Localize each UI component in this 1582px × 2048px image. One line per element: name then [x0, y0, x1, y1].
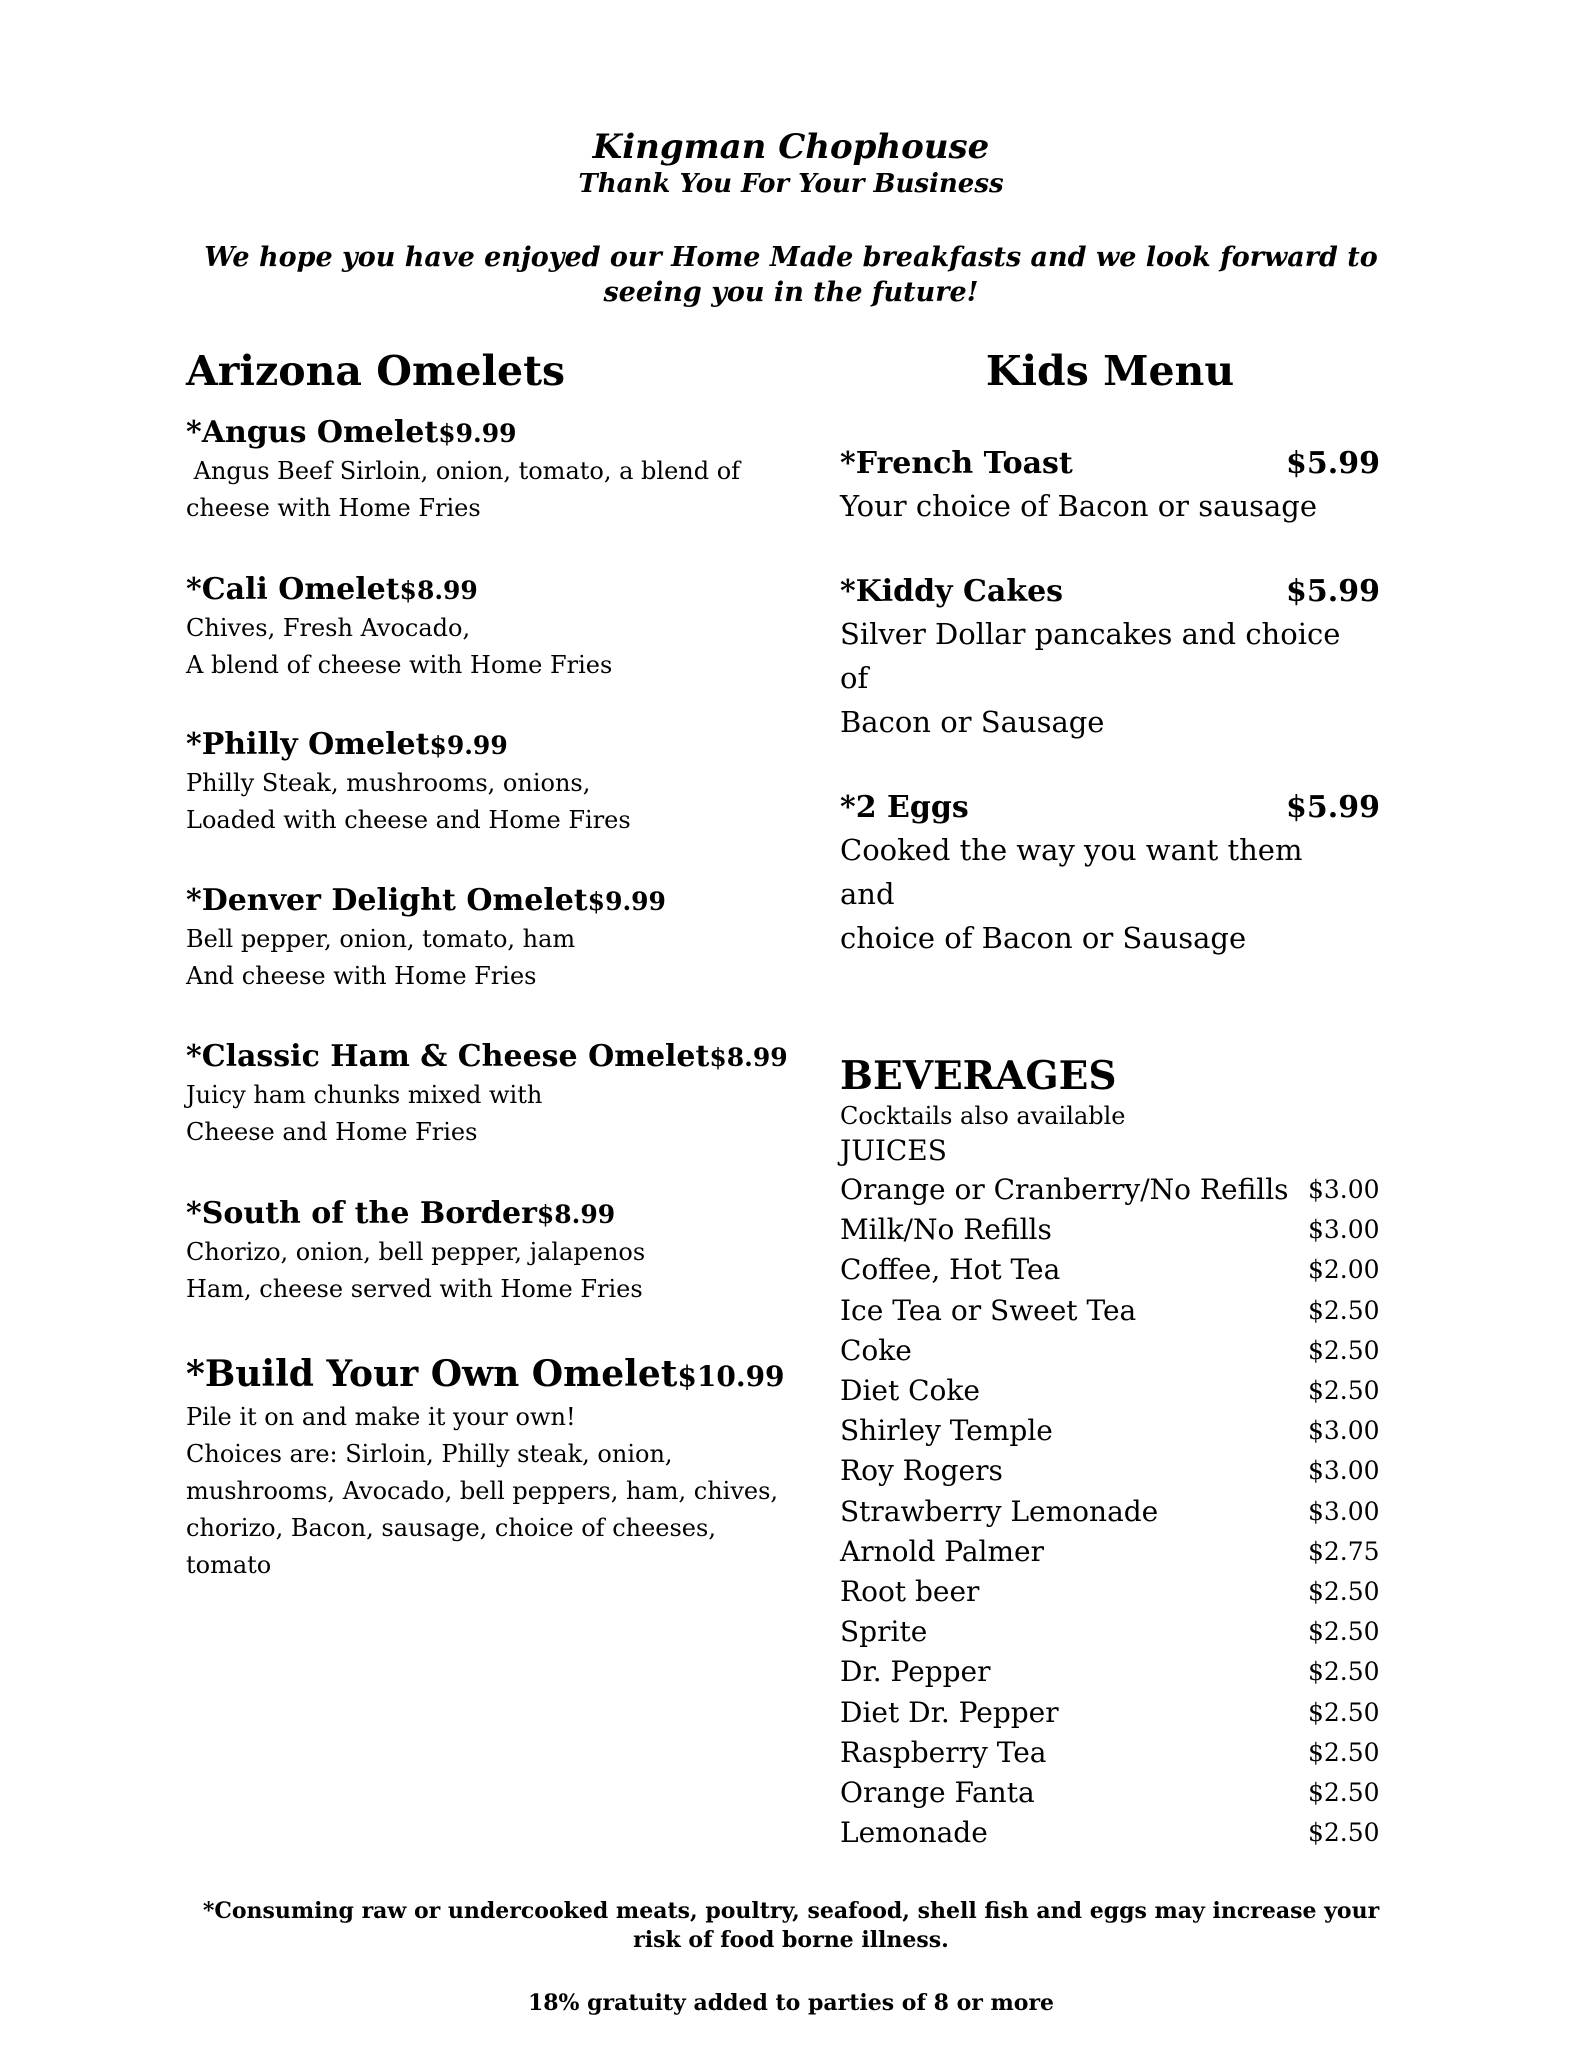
beverage-price: $3.00	[1308, 1175, 1380, 1204]
beverage-price: $2.50	[1308, 1657, 1380, 1687]
kids-item-description-line: Bacon or Sausage	[840, 705, 1105, 739]
kids-item-title-row	[840, 788, 1380, 828]
kids-menu-item	[840, 444, 1380, 528]
kids-item-name: *Kiddy Cakes	[840, 574, 1064, 609]
kids-item-name: *French Toast	[840, 446, 1073, 481]
beverage-row	[840, 1652, 1380, 1692]
omelet-title	[186, 414, 746, 453]
omelet-price: $9.99	[438, 419, 517, 448]
beverage-name: Strawberry Lemonade	[840, 1494, 1159, 1528]
beverage-name: Lemonade	[840, 1816, 988, 1850]
omelet-description-line: Pile it on and make it your own!	[186, 1403, 576, 1431]
beverage-name: Coffee, Hot Tea	[840, 1253, 1061, 1287]
beverage-name: Dr. Pepper	[840, 1655, 991, 1689]
omelet-description-line: Chives, Fresh Avocado,	[186, 614, 471, 642]
cocktails-note: Cocktails also available	[840, 1102, 1126, 1130]
kids-item-description-line: Silver Dollar pancakes and choice of	[840, 617, 1341, 695]
beverage-price: $2.75	[1308, 1536, 1380, 1566]
beverage-price: $2.50	[1308, 1697, 1380, 1727]
beverage-price: $2.50	[1308, 1577, 1380, 1607]
omelets-section	[186, 346, 788, 1584]
beverage-price: $2.50	[1308, 1737, 1380, 1767]
food-safety-warning: *Consuming raw or undercooked meats, poultry, seafood, shell fish and eggs may increase your risk of food borne illness.	[202, 1898, 1380, 1953]
omelet-description-line: And cheese with Home Fries	[186, 962, 537, 990]
omelet-item	[186, 1038, 788, 1151]
omelet-description-line: chorizo, Bacon, sausage, choice of cheeses,	[186, 1514, 716, 1542]
beverage-name: Sprite	[840, 1615, 928, 1649]
beverage-name: Raspberry Tea	[840, 1735, 1047, 1769]
beverage-price: $2.00	[1308, 1255, 1380, 1285]
beverages-title: BEVERAGES	[840, 1053, 1117, 1099]
beverage-price: $2.50	[1308, 1778, 1380, 1808]
omelet-title	[186, 1352, 785, 1399]
beverage-row	[840, 1371, 1380, 1411]
beverage-price: $2.50	[1308, 1617, 1380, 1647]
beverage-row	[840, 1813, 1380, 1853]
omelet-description-line: Ham, cheese served with Home Fries	[186, 1275, 643, 1303]
beverage-row	[840, 1250, 1380, 1290]
omelet-title	[186, 726, 746, 765]
gratuity-note: 18% gratuity added to parties of 8 or more	[527, 1990, 1055, 2016]
omelet-description-line: Loaded with cheese and Home Fires	[186, 806, 631, 834]
beverage-row	[840, 1733, 1380, 1773]
menu-header	[0, 126, 1582, 200]
omelet-description-line: Juicy ham chunks mixed with	[186, 1081, 543, 1109]
beverage-name: Shirley Temple	[840, 1414, 1053, 1448]
omelet-item	[186, 882, 746, 995]
beverage-name: Orange Fanta	[840, 1776, 1035, 1810]
beverage-name: Roy Rogers	[840, 1454, 1003, 1488]
omelet-title	[186, 1195, 746, 1234]
omelet-name: *Denver Delight Omelet	[186, 883, 588, 918]
welcome-message: We hope you have enjoyed our Home Made breakfasts and we look forward to seeing you in the future!	[204, 242, 1378, 308]
beverage-name: Arnold Palmer	[840, 1534, 1045, 1568]
omelet-item	[186, 726, 746, 839]
omelet-name: *South of the Border	[186, 1196, 537, 1231]
beverage-name: Diet Coke	[840, 1374, 980, 1408]
omelet-description-line: mushrooms, Avocado, bell peppers, ham, chives,	[186, 1477, 779, 1505]
beverage-name: Diet Dr. Pepper	[840, 1695, 1059, 1729]
omelet-price: $8.99	[709, 1043, 788, 1072]
omelet-item	[186, 1195, 746, 1308]
beverage-row	[840, 1693, 1380, 1733]
omelet-price: $8.99	[536, 1200, 616, 1229]
kids-menu-item	[840, 572, 1380, 744]
omelet-title	[186, 571, 746, 610]
beverage-price: $2.50	[1308, 1295, 1380, 1325]
kids-item-title-row	[840, 444, 1380, 484]
beverage-row	[840, 1210, 1380, 1250]
beverage-row	[840, 1411, 1380, 1451]
beverage-price: $3.00	[1308, 1456, 1380, 1486]
omelet-price: $10.99	[677, 1360, 785, 1393]
omelet-title	[186, 1038, 788, 1077]
beverages-section	[840, 1052, 1380, 1853]
omelet-price: $8.99	[399, 576, 478, 605]
omelet-name: *Classic Ham & Cheese Omelet	[186, 1039, 710, 1074]
kids-item-title-row	[840, 572, 1380, 612]
omelet-description-line: Chorizo, onion, bell pepper, jalapenos	[186, 1238, 646, 1266]
beverage-row	[840, 1572, 1380, 1612]
omelet-title	[186, 882, 746, 921]
kids-item-description-line: choice of Bacon or Sausage	[840, 921, 1247, 955]
beverage-row	[840, 1170, 1380, 1210]
beverage-price: $2.50	[1308, 1376, 1380, 1406]
beverage-name: Orange or Cranberry/No Refills	[840, 1173, 1289, 1206]
omelet-name: *Build Your Own Omelet	[186, 1353, 678, 1395]
beverage-price: $2.50	[1308, 1335, 1380, 1365]
omelet-name: *Philly Omelet	[186, 727, 430, 762]
omelet-description-line: Angus Beef Sirloin, onion, tomato, a blend of	[186, 457, 741, 485]
omelet-description-line: tomato	[186, 1551, 272, 1579]
omelet-name: *Angus Omelet	[186, 415, 439, 450]
beverage-name: Coke	[840, 1333, 912, 1367]
kids-item-name: *2 Eggs	[840, 790, 969, 825]
omelet-description-line: Bell pepper, onion, tomato, ham	[186, 925, 576, 953]
restaurant-name: Kingman Chophouse	[592, 127, 990, 167]
beverage-row	[840, 1532, 1380, 1572]
omelet-description-line: Cheese and Home Fries	[186, 1118, 478, 1146]
beverage-row	[840, 1612, 1380, 1652]
omelet-name: *Cali Omelet	[186, 572, 400, 607]
beverage-list	[840, 1170, 1380, 1853]
beverage-row	[840, 1451, 1380, 1491]
omelets-title: Arizona Omelets	[186, 347, 566, 395]
beverage-name: Milk/No Refills	[840, 1213, 1052, 1247]
kids-menu-title: Kids Menu	[985, 347, 1235, 395]
juices-label: JUICES	[840, 1134, 947, 1167]
beverage-row	[840, 1492, 1380, 1532]
omelet-description-line: Choices are: Sirloin, Philly steak, onion,	[186, 1440, 673, 1468]
right-column	[840, 346, 1380, 1853]
kids-list	[840, 444, 1380, 960]
beverage-name: Root beer	[840, 1575, 980, 1609]
kids-item-description-line: Your choice of Bacon or sausage	[840, 489, 1318, 523]
beverage-price: $3.00	[1308, 1215, 1380, 1245]
omelet-description-line: Philly Steak, mushrooms, onions,	[186, 769, 591, 797]
beverage-price: $3.00	[1308, 1416, 1380, 1446]
beverage-price: $3.00	[1308, 1496, 1380, 1526]
omelet-price: $9.99	[587, 887, 666, 916]
kids-menu-item	[840, 788, 1380, 960]
omelet-item	[186, 571, 746, 684]
omelet-item	[186, 414, 746, 527]
beverage-price: $2.50	[1308, 1818, 1380, 1848]
omelet-price: $9.99	[429, 731, 508, 760]
kids-item-price: $5.99	[1286, 790, 1380, 825]
kids-item-price: $5.99	[1286, 574, 1380, 609]
beverage-row	[840, 1291, 1380, 1331]
omelet-description-line: cheese with Home Fries	[186, 494, 481, 522]
omelet-list	[186, 414, 788, 1584]
beverage-row	[840, 1331, 1380, 1371]
kids-item-price: $5.99	[1286, 446, 1380, 481]
kids-item-description-line: Cooked the way you want them and	[840, 833, 1303, 911]
omelet-item	[186, 1352, 785, 1584]
beverage-name: Ice Tea or Sweet Tea	[840, 1293, 1137, 1327]
beverage-row	[840, 1773, 1380, 1813]
omelet-description-line: A blend of cheese with Home Fries	[186, 651, 613, 679]
thank-you-line: Thank You For Your Business	[578, 169, 1004, 199]
